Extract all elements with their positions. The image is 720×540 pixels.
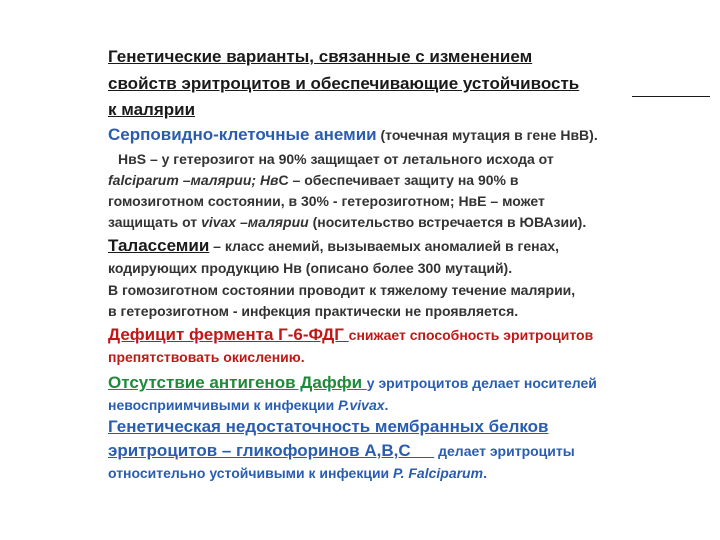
title-text: к малярии (108, 100, 196, 119)
thal-line-4 (108, 304, 518, 318)
sickle-heading-note: (точечная мутация в гене НвВ). (376, 127, 598, 143)
duffy-text: P.vivax (338, 397, 385, 413)
thal-heading: Талассемии (108, 236, 210, 255)
duffy-heading: Отсутствие антигенов Даффи (108, 373, 367, 392)
sickle-text: falciparum –малярии; Нв (108, 172, 279, 188)
thal-line-1 (108, 237, 559, 254)
g6pd-line-1 (108, 326, 593, 343)
sickle-text: НвS – у гетерозигот на 90% защищает от летального исхода от (118, 151, 554, 167)
sickle-line-2 (108, 173, 519, 187)
g6pd-text: препятствовать окислению. (108, 349, 305, 365)
duffy-text: . (384, 397, 389, 413)
duffy-text: у эритроцитов делает носителей (366, 375, 597, 391)
title-text: свойств эритроцитов и обеспечивающие устойчивость (108, 74, 580, 93)
duffy-line-2 (108, 398, 388, 412)
duffy-text: невосприимчивыми к инфекции (108, 397, 339, 413)
thal-text: – класс анемий, вызываемых аномалией в генах, (209, 238, 560, 254)
sickle-text: (носительство встречается в ЮВАзии). (308, 214, 587, 230)
g6pd-heading: Дефицит фермента Г-6-ФДГ (108, 325, 349, 344)
title-line-1 (108, 48, 532, 65)
glyco-line-2 (108, 442, 575, 459)
sickle-text: гомозиготном состоянии, в 30% - гетерозиготном; НвЕ – может (108, 193, 545, 209)
title-line-3 (108, 101, 195, 118)
title-text: Генетические варианты (108, 47, 310, 66)
duffy-line-1 (108, 374, 597, 391)
title-line-2 (108, 75, 579, 92)
title-underline-rule (632, 96, 710, 97)
thal-line-2 (108, 261, 512, 275)
glyco-text: делает эритроциты (434, 443, 575, 459)
sickle-text: защищать от (108, 214, 202, 230)
sickle-text: vivax –малярии (201, 214, 309, 230)
glyco-text: P. Falciparum (393, 465, 484, 481)
g6pd-line-2 (108, 350, 305, 364)
sickle-line-3 (108, 194, 545, 208)
title-text: связанные с изменением (314, 47, 533, 66)
g6pd-text: снижает способность эритроцитов (348, 327, 594, 343)
glyco-line-3 (108, 466, 487, 480)
sickle-heading-line (108, 126, 598, 143)
glyco-line-1 (108, 418, 549, 435)
sickle-text: C (278, 172, 289, 188)
sickle-line-4 (108, 215, 586, 229)
sickle-heading: Серповидно-клеточные анемии (108, 125, 377, 144)
sickle-text: – обеспечивает защиту на 90% в (288, 172, 519, 188)
thal-text: кодирующих продукцию Нв (описано более 300 мутаций). (108, 260, 513, 276)
thal-text: В гомозиготном состоянии проводит к тяжелому течение малярии, (108, 282, 576, 298)
glyco-heading: эритроцитов – гликофоринов А,В,С (108, 441, 435, 460)
glyco-text: . (483, 465, 487, 481)
title-text: , (309, 47, 315, 66)
glyco-heading: Генетическая недостаточность мембранных белков (108, 417, 549, 436)
thal-text: в гетерозиготном - инфекция практически не проявляется. (108, 303, 519, 319)
thal-line-3 (108, 283, 575, 297)
sickle-line-1 (118, 152, 554, 166)
glyco-text: относительно устойчивыми к инфекции (108, 465, 394, 481)
